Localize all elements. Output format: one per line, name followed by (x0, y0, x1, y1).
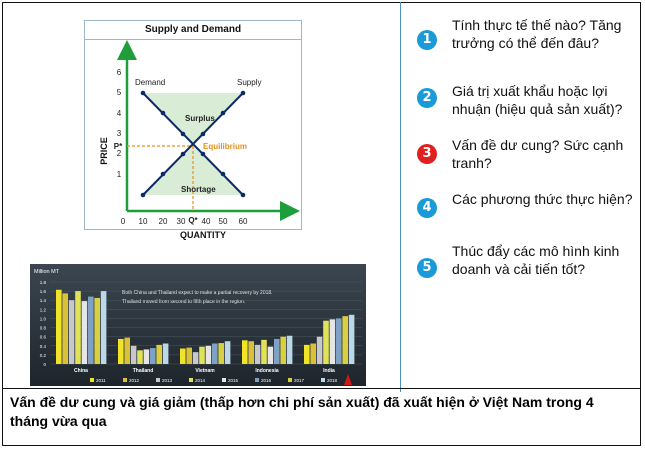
caption-area (2, 388, 641, 446)
bar-y-tick: 0.2 (39, 352, 46, 358)
supply-demand-diagram (84, 20, 302, 240)
number-3-icon: 3 (417, 144, 437, 164)
bar (69, 300, 75, 364)
bar (242, 340, 248, 364)
bar-y-tick: 0.8 (39, 325, 46, 331)
bar-category-label: China (74, 368, 88, 374)
bar (206, 346, 212, 364)
bar-y-tick: 1.0 (39, 316, 46, 322)
bar-y-tick: 0.6 (39, 334, 46, 340)
bar (218, 343, 224, 364)
bar (342, 316, 348, 364)
bar (310, 344, 316, 365)
bar (287, 336, 293, 364)
bar (150, 348, 156, 364)
column-divider (400, 2, 401, 392)
bar (180, 349, 186, 364)
question-text-1: Tính thực tế thế nào? Tăng trưởng có thể đến đâu? (452, 17, 622, 51)
bar (304, 345, 310, 364)
legend-label: 2012 (129, 378, 140, 383)
bar (330, 319, 336, 364)
y-axis-label: PRICE (99, 137, 109, 165)
bar-chart-svg (30, 264, 366, 386)
legend-label: 2011 (96, 378, 106, 383)
x-tick: 10 (138, 217, 148, 226)
legend-swatch (90, 378, 94, 382)
x-tick: 60 (238, 217, 248, 226)
x-axis-label: QUANTITY (180, 230, 226, 240)
bar (118, 339, 124, 364)
bar (144, 349, 150, 364)
bar (82, 301, 88, 364)
legend-label: 2014 (195, 378, 206, 383)
bar-category-label: India (323, 368, 335, 374)
y-tick: 3 (116, 129, 122, 138)
bar (75, 291, 81, 364)
x-tick: 40 (201, 217, 211, 226)
bar (274, 339, 280, 364)
demand-label: Demand (135, 78, 166, 87)
bar (255, 345, 261, 364)
y-tick: 4 (116, 109, 122, 118)
y-tick: 2 (116, 149, 122, 158)
question-text-3: Vấn đề dư cung? Sức cạnh tranh? (452, 137, 624, 171)
bar (88, 297, 94, 364)
bar (349, 315, 355, 364)
x-tick: 20 (158, 217, 168, 226)
y-tick: 6 (116, 68, 122, 77)
p-star-label: P* (113, 142, 123, 151)
question-text-2: Giá trị xuất khẩu hoặc lợi nhuận (hiệu quả sản xuất)? (452, 83, 623, 117)
bar (94, 298, 100, 364)
x-tick: 30 (176, 217, 186, 226)
bar (101, 291, 107, 364)
x-tick: 0 (120, 217, 126, 226)
bar-chart-note-1: Both China and Thailand expect to make a partial recovery by 2018. (122, 290, 273, 296)
y-tick: 5 (116, 88, 122, 97)
number-2-icon: 2 (417, 88, 437, 108)
legend-swatch (255, 378, 259, 382)
rice-export-bar-chart (30, 264, 366, 386)
legend-swatch (156, 378, 160, 382)
slide-caption: Vấn đề dư cung và giá giảm (thấp hơn chi phí sản xuất) đã xuất hiện ở Việt Nam trong 4 tháng vừa qua (10, 394, 594, 429)
legend-swatch (288, 378, 292, 382)
legend-swatch (222, 378, 226, 382)
bar (186, 348, 192, 364)
question-text-4: Các phương thức thực hiện? (452, 191, 633, 207)
bar (193, 352, 199, 364)
bar (163, 344, 169, 365)
bar (156, 345, 162, 364)
number-4-icon: 4 (417, 198, 437, 218)
legend-label: 2016 (261, 378, 272, 383)
bar (199, 347, 205, 364)
x-tick: Q* (188, 216, 198, 225)
bar-y-tick: 0.4 (39, 343, 46, 349)
legend-swatch (321, 378, 325, 382)
bar (280, 337, 286, 364)
legend-label: 2013 (162, 378, 173, 383)
bar (131, 346, 137, 364)
legend-swatch (123, 378, 127, 382)
bar (248, 341, 254, 364)
bar-y-tick: 1.6 (39, 289, 46, 295)
y-tick: 1 (116, 170, 122, 179)
number-5-icon: 5 (417, 258, 437, 278)
legend-label: 2018 (327, 378, 338, 383)
bar (124, 338, 130, 364)
supply-demand-title: Supply and Demand (85, 21, 301, 40)
bar (261, 340, 267, 364)
bar-y-tick: 1.2 (39, 307, 46, 313)
bar (268, 347, 274, 364)
bar (62, 293, 68, 364)
supply-label: Supply (237, 78, 262, 87)
bar-chart-note-2: Thailand moved from second to fifth place in the region. (122, 299, 246, 305)
legend-label: 2017 (294, 378, 305, 383)
question-text-5: Thúc đẩy các mô hình kinh doanh và cải tiến tốt? (452, 243, 620, 277)
equilibrium-label: Equilibrium (203, 142, 247, 151)
bar (317, 337, 323, 364)
bar (212, 344, 218, 365)
legend-swatch (189, 378, 193, 382)
bar-y-tick: 0 (43, 362, 46, 367)
shortage-label: Shortage (181, 185, 216, 194)
bar (225, 341, 231, 364)
bar-category-label: Vietnam (195, 368, 215, 374)
bar-category-label: Indonesia (255, 368, 279, 374)
x-tick: 50 (218, 217, 228, 226)
bar-chart-unit-label: Million MT (34, 269, 60, 275)
bar (336, 318, 342, 364)
supply-demand-svg (85, 39, 301, 240)
bar (56, 290, 62, 364)
bar (323, 321, 329, 364)
legend-label: 2015 (228, 378, 239, 383)
number-1-icon: 1 (417, 30, 437, 50)
bar (137, 350, 143, 364)
bar-y-tick: 1.4 (39, 298, 46, 304)
bar-category-label: Thailand (132, 368, 154, 374)
surplus-label: Surplus (185, 114, 215, 123)
bar-y-tick: 1.8 (39, 280, 46, 285)
